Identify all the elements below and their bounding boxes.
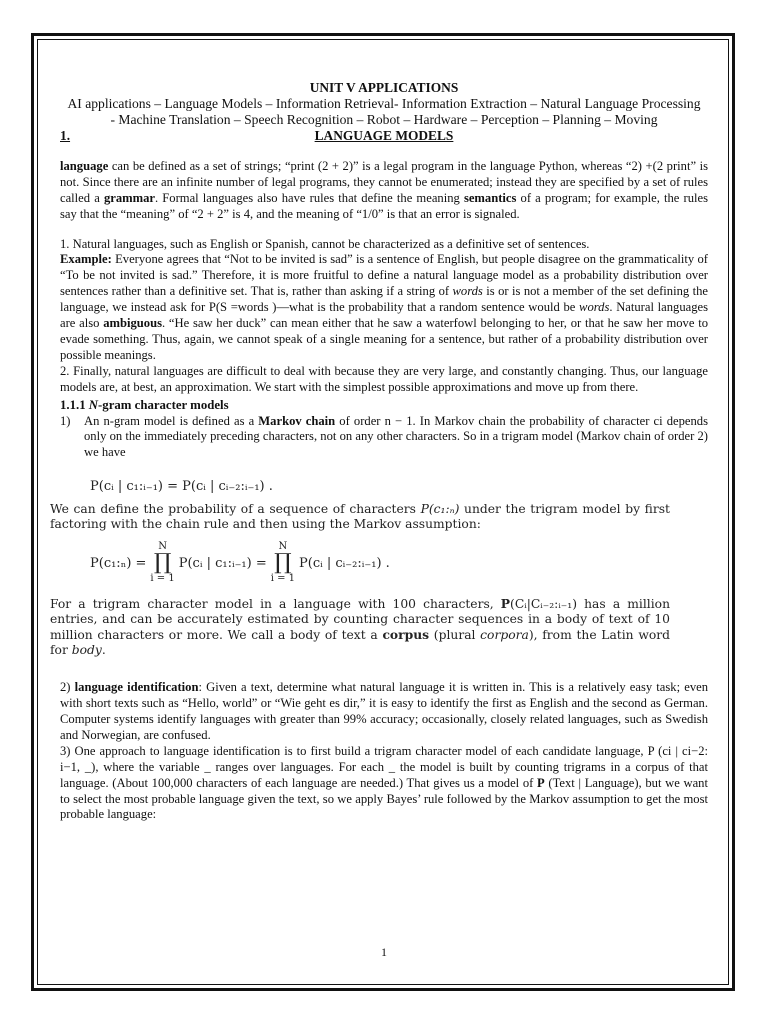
unit-topics-line1: AI applications – Language Models – Information Retrieval- Information Extraction – Natural Language Processing <box>67 95 701 111</box>
term-corpus: corpus <box>382 627 430 643</box>
embedded-math-excerpt <box>50 479 670 658</box>
point-1-line: 1. Natural languages, such as English or Spanish, cannot be characterized as a definitive set of sentences. <box>60 236 590 251</box>
unit-topics <box>60 96 708 128</box>
equation-trigram: P(cᵢ | c₁:ᵢ₋₁) = P(cᵢ | cᵢ₋₂:ᵢ₋₁) . <box>90 479 273 495</box>
math-text-2: For a trigram character model in a language with 100 characters, P(Cᵢ|Cᵢ₋₂:ᵢ₋₁) has a million entries, and can be accurately estimated by counting character sequences in a body of text of 10 million characters or more. We call a body of text a corpus (plural corpora), from the Latin word for body. <box>50 596 670 658</box>
term-semantics: semantics <box>463 190 517 205</box>
example-label: Example: <box>60 252 112 267</box>
page-number: 1 <box>381 945 387 959</box>
section-number: 1. <box>60 127 71 143</box>
list-item-1-number: 1) <box>60 413 71 428</box>
example-paragraph: Example: Everyone agrees that “Not to be invited is sad” is a sentence of English, but people disagree on the grammaticality of “To be not invited is sad.” Therefore, it is more fruitful to define a natural language model as a probability distribution over sentences rather than a definitive set. That is, rather than asking if a string of words is or is not a member of the set defining the language, we instead ask for P(S =words )—what is the probability that a random sentence would be words. Natural languages are also ambiguous. “He saw her duck” can mean either that he saw a waterfowl belonging to her, or that he saw her move to evade something. Thus, again, we cannot speak of a single meaning for a sentence, but rather of a probability distribution over possible meanings. <box>60 252 708 362</box>
subsection-heading: 1.1.1 N-gram character models <box>60 397 229 412</box>
list-item-3: 3) One approach to language identification is to first build a trigram character model of each candidate language, P (ci | ci−2: i−1, _), where the variable _ ranges over languages. For each _ the model is built by counting trigrams in a corpus of that language. (About 100,000 characters of each language are needed.) That gives us a model of P (Text | Language), but we want to select the most probable language given the text, so we apply Bayes’ rule followed by the Markov assumption to get the most probable language: <box>60 743 708 822</box>
math-text-1: We can define the probability of a sequence of characters P(c₁:ₙ) under the trigram model by first factoring with the chain rule and then using the Markov assumption: <box>50 502 670 532</box>
unit-title: UNIT V APPLICATIONS <box>309 80 459 95</box>
product-operator: N ∏ i = 1 <box>150 541 175 585</box>
term-language-identification: language identification <box>74 680 199 695</box>
product-operator: N ∏ i = 1 <box>270 541 296 585</box>
list-item-2: 2) language identification: Given a text, determine what natural language it is written in. This is a relatively easy task; even with short texts such as “Hello, world” or “Wie geht es dir,” it is easy to identify the first as English and the second as German. Computer systems identify languages with greater than 99% accuracy; occasionally, closely related languages, such as Swedish and Norwegian, are confused. <box>60 680 709 742</box>
unit-topics-line2: - Machine Translation – Speech Recognition – Robot – Hardware – Perception – Planning – Moving <box>110 111 658 127</box>
section-title: LANGUAGE MODELS <box>314 127 454 143</box>
term-ambiguous: ambiguous <box>103 316 162 331</box>
term-grammar: grammar <box>103 190 155 205</box>
point-2-paragraph: 2. Finally, natural languages are difficult to deal with because they are very large, and constantly changing. Thus, our language models are, at best, an approximation. We start with the simplest possible approximations and move up from there. <box>60 363 708 394</box>
intro-paragraph: language can be defined as a set of strings; “print (2 + 2)” is a legal program in the language Python, whereas “2) +(2 print” is not. Since there are an infinite number of legal programs, they cannot be enumerated; instead they are specified by a set of rules called a grammar. Formal languages also have rules that define the meaning semantics of a program; for example, the rules say that the “meaning” of “2 + 2” is 4, and the meaning of “1/0” is that an error is signaled. <box>60 158 708 221</box>
section-heading <box>60 128 708 145</box>
equation-chain-rule: P(c₁:ₙ) = N ∏ i = 1 P(cᵢ | c₁:ᵢ₋₁) = N ∏ i = 1 P(cᵢ | cᵢ₋₂:ᵢ₋₁) . <box>90 541 390 585</box>
term-markov-chain: Markov chain <box>258 413 336 428</box>
term-language: language <box>60 158 109 173</box>
list-item-1: 1) An n-gram model is defined as a Markov chain of order n − 1. In Markov chain the probability of character ci depends only on the immediately preceding characters, not on any other characters. So in a trigram model (Markov chain of order 2) we have <box>60 413 708 460</box>
document-page <box>50 80 709 823</box>
